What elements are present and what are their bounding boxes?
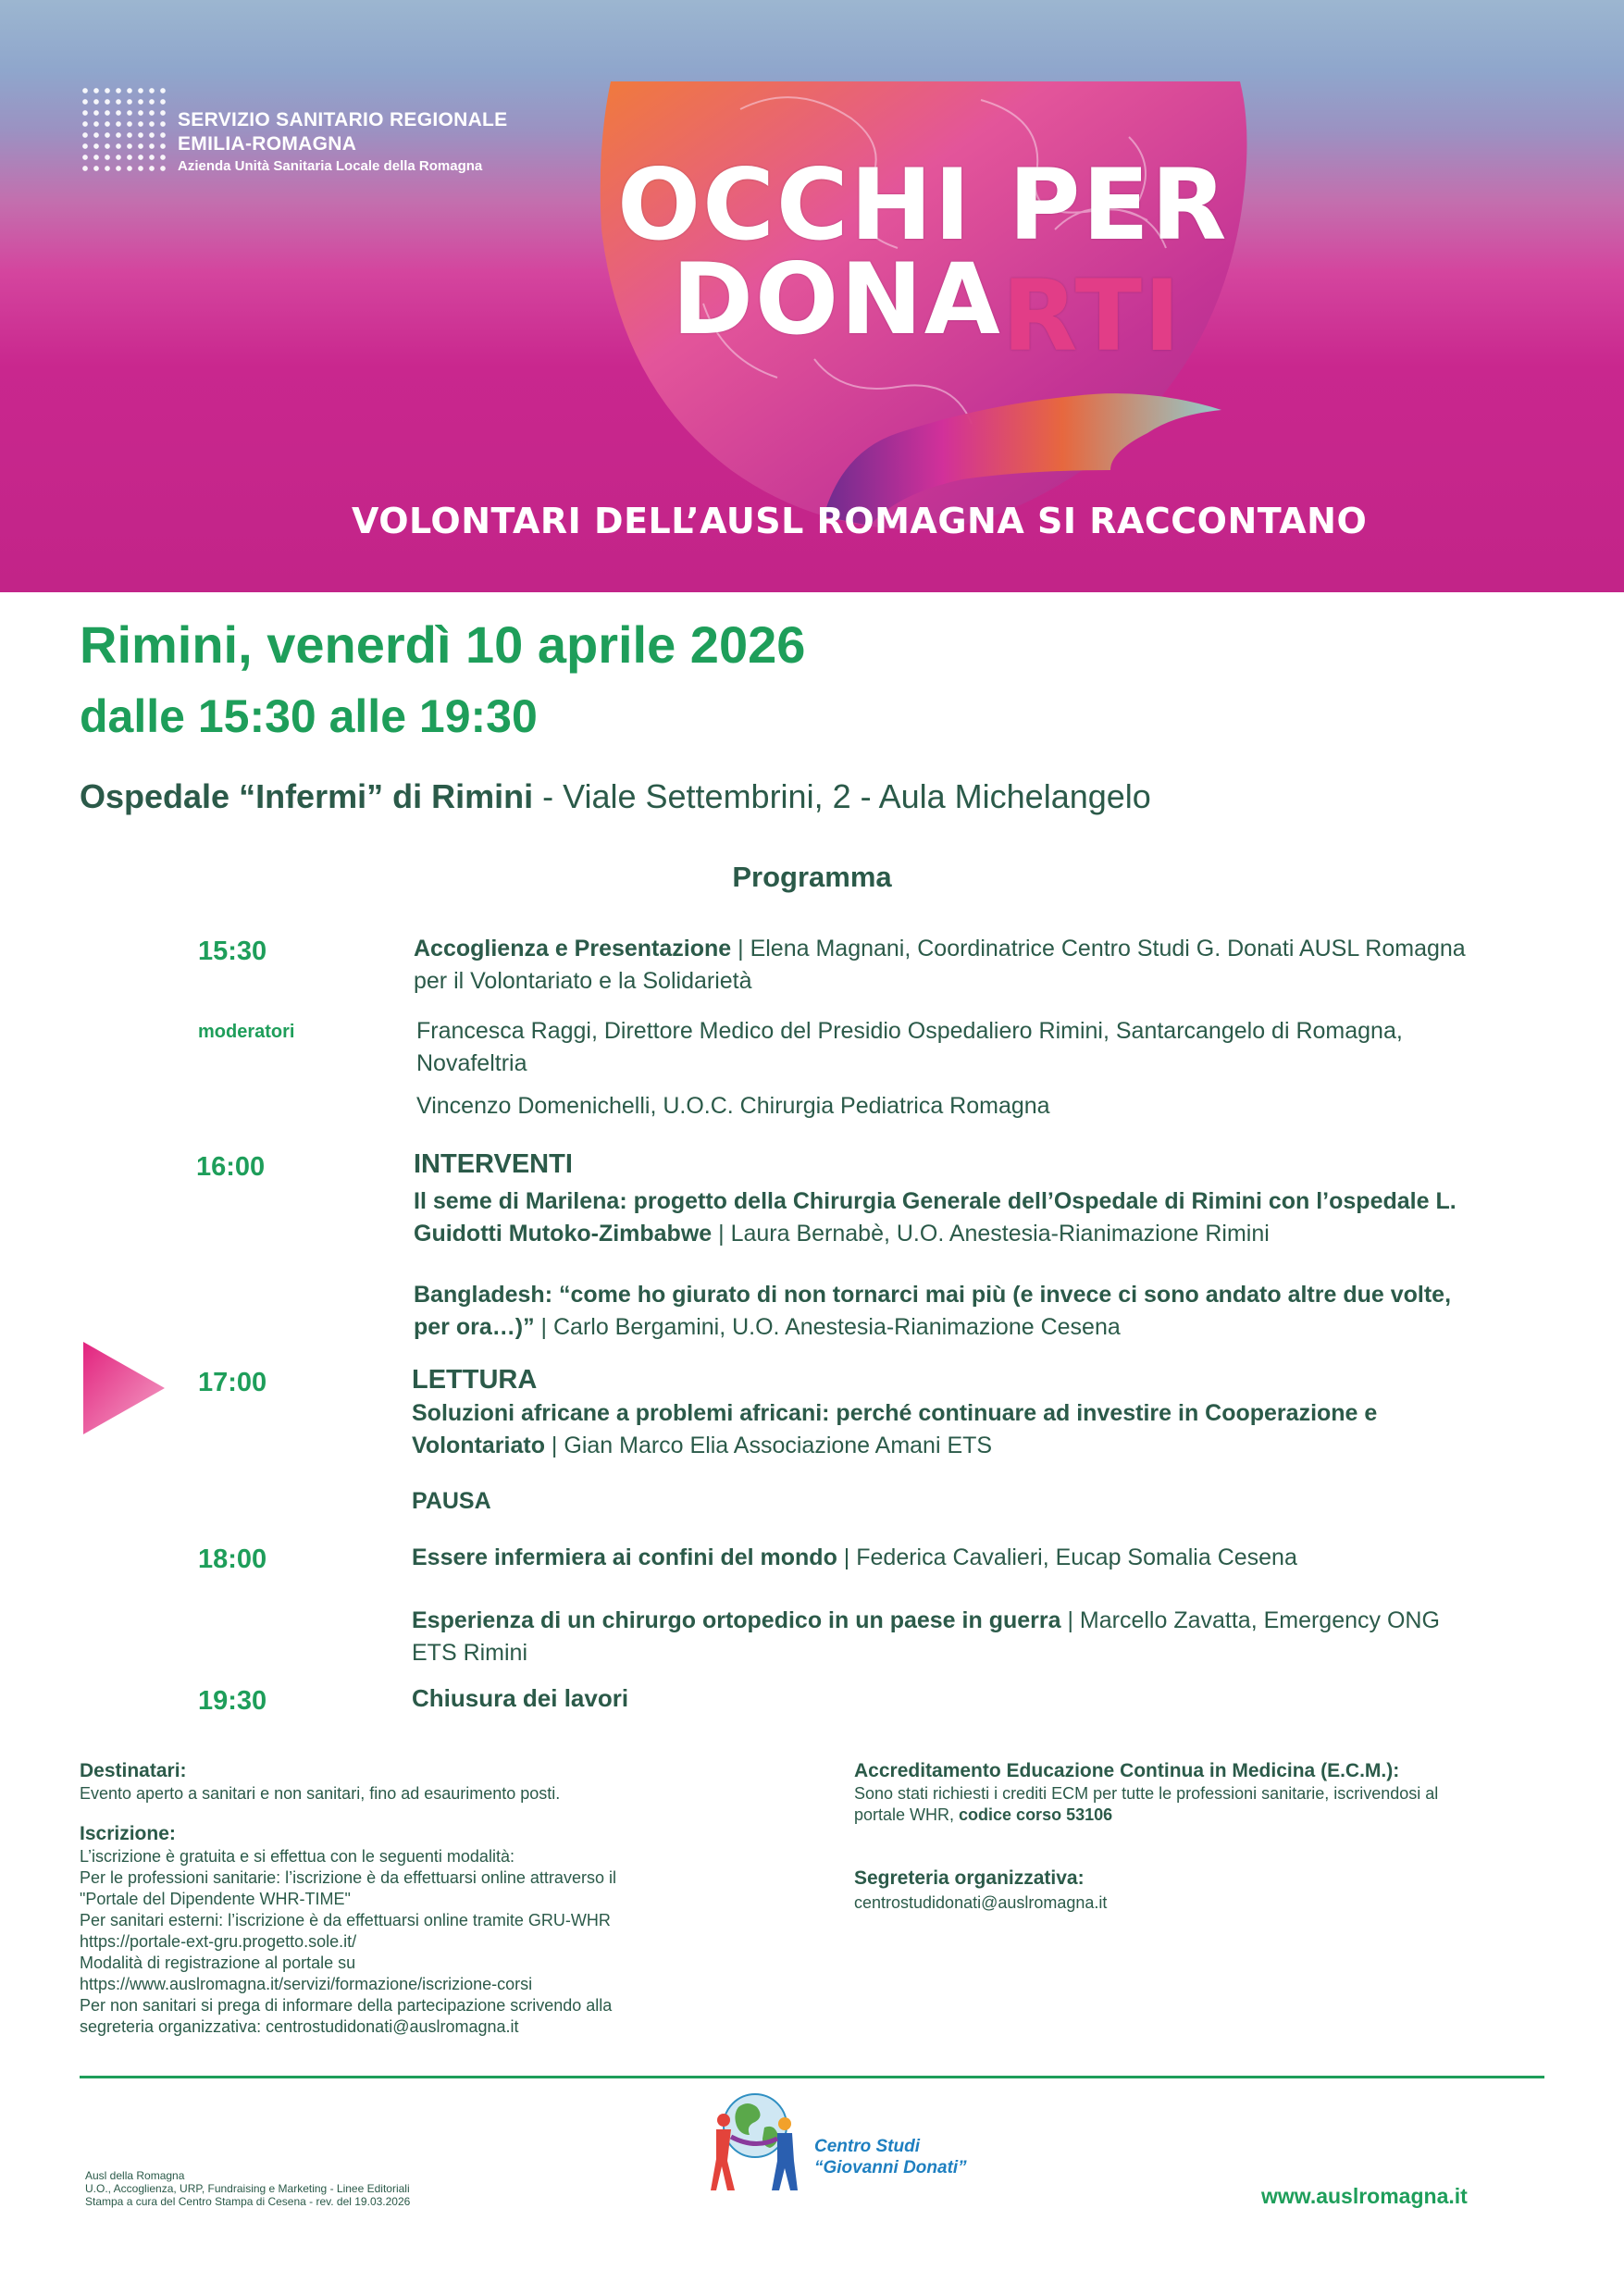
moderator-1: Francesca Raggi, Direttore Medico del Presidio Ospedaliero Rimini, Santarcangelo di Romagna, Novafeltria: [416, 1018, 1403, 1076]
footer-divider: [80, 2076, 1544, 2078]
print-credits: [85, 2169, 410, 2208]
subtitle: VOLONTARI DELL’AUSL ROMAGNA SI RACCONTANO: [352, 501, 1368, 541]
event-date: Rimini, venerdì 10 aprile 2026: [80, 615, 806, 674]
event-venue: [80, 777, 1151, 816]
credits-line: Stampa a cura del Centro Stampa di Cesena - rev. del 19.03.2026: [85, 2195, 411, 2208]
iscrizione-line: L’iscrizione è gratuita e si effettua con le seguenti modalità:: [80, 1847, 514, 1866]
iscrizione-line: "Portale del Dipendente WHR-TIME": [80, 1890, 351, 1908]
iscrizione-text: [80, 1846, 727, 2038]
moderator-2: Vincenzo Domenichelli, U.O.C. Chirurgia Pediatrica Romagna: [416, 1093, 1050, 1119]
website-link[interactable]: www.auslromagna.it: [1261, 2184, 1468, 2208]
play-triangle-icon: [83, 1342, 167, 1434]
time-1530: 15:30: [198, 937, 267, 966]
item-marilena-title: Il seme di Marilena: progetto della Chirurgia Generale dell’Ospedale di Rimini con l’ospedale L. Guidotti Mutoko-Zimbabwe: [414, 1188, 1457, 1247]
program-heading: Programma: [732, 861, 892, 893]
item-marilena-speaker: | Laura Bernabè, U.O. Anestesia-Rianimazione Rimini: [712, 1221, 1270, 1247]
title-dona: DONA: [672, 242, 1002, 356]
item-bangladesh-speaker: | Carlo Bergamini, U.O. Anestesia-Rianimazione Cesena: [534, 1314, 1121, 1340]
item-chirurgo-title: Esperienza di un chirurgo ortopedico in un paese in guerra: [412, 1607, 1061, 1633]
title-line1: OCCHI PER: [617, 148, 1229, 262]
destinatari-text: Evento aperto a sanitari e non sanitari, fino ad esaurimento posti.: [80, 1784, 561, 1803]
item-accoglienza-speaker: | Elena Magnani, Coordinatrice Centro Studi G. Donati AUSL Romagna per il Volontariato e la Solidarietà: [414, 936, 1466, 994]
rer-logo-icon: [80, 85, 168, 174]
org-line2: EMILIA-ROMAGNA: [178, 133, 357, 155]
iscrizione-line: Modalità di registrazione al portale su: [80, 1954, 356, 1972]
iscrizione-link-gru[interactable]: https://portale-ext-gru.progetto.sole.it/: [80, 1932, 357, 1951]
closing-label: Chiusura dei lavori: [412, 1684, 629, 1712]
time-1700: 17:00: [198, 1368, 267, 1397]
ecm-line: portale WHR, codice corso 53106: [854, 1805, 1113, 1824]
item-bangladesh-title: Bangladesh: “come ho giurato di non tornarci mai più (e invece ci sono andato altre due volte, per ora…)”: [414, 1282, 1452, 1340]
iscrizione-line: Per sanitari esterni: l’iscrizione è da effettuarsi online tramite GRU-WHR: [80, 1911, 611, 1929]
lettura-heading: LETTURA: [412, 1365, 538, 1395]
interventi-heading: INTERVENTI: [414, 1149, 573, 1179]
iscrizione-line: Per le professioni sanitarie: l’iscrizione è da effettuarsi online attraverso il: [80, 1868, 616, 1887]
item-infermiera: [412, 1542, 1476, 1574]
time-1930: 19:30: [198, 1686, 267, 1716]
item-infermiera-title: Essere infermiera ai confini del mondo: [412, 1544, 837, 1570]
ecm-line: Sono stati richiesti i crediti ECM per tutte le professioni sanitarie, iscrivendosi al: [854, 1784, 1439, 1803]
iscrizione-heading: Iscrizione:: [80, 1823, 176, 1844]
org-line3: Azienda Unità Sanitaria Locale della Romagna: [178, 158, 483, 174]
centro-studi-logo-icon: [707, 2087, 800, 2198]
venue-hospital: Ospedale “Infermi” di Rimini: [80, 777, 534, 815]
credits-line: Ausl della Romagna: [85, 2169, 185, 2182]
centro-line2: “Giovanni Donati”: [814, 2158, 967, 2177]
iscrizione-line: segreteria organizzativa: centrostudidonati@auslromagna.it: [80, 2017, 519, 2036]
item-soluzioni: [412, 1397, 1467, 1462]
title-rti: RTI: [1001, 259, 1183, 373]
credits-line: U.O., Accoglienza, URP, Fundraising e Marketing - Linee Editoriali: [85, 2182, 410, 2195]
item-accoglienza: [414, 933, 1469, 998]
iscrizione-line: Per non sanitari si prega di informare della partecipazione scrivendo alla: [80, 1996, 613, 2015]
header-banner: [0, 0, 1624, 592]
org-line1: SERVIZIO SANITARIO REGIONALE: [178, 109, 508, 130]
iscrizione-link-portale[interactable]: https://www.auslromagna.it/servizi/formazione/iscrizione-corsi: [80, 1975, 533, 1993]
centro-studi-name: [814, 2136, 967, 2178]
item-chirurgo-speaker: | Marcello Zavatta, Emergency ONG ETS Rimini: [412, 1607, 1440, 1666]
item-marilena: [414, 1185, 1496, 1250]
ecm-heading: Accreditamento Educazione Continua in Medicina (E.C.M.):: [854, 1760, 1400, 1781]
item-soluzioni-speaker: | Gian Marco Elia Associazione Amani ETS: [544, 1433, 993, 1458]
item-bangladesh: [414, 1279, 1478, 1344]
item-accoglienza-title: Accoglienza e Presentazione: [414, 936, 732, 961]
item-soluzioni-title: Soluzioni africane a problemi africani: perché continuare ad investire in Cooperazione e Volontariato: [412, 1400, 1378, 1458]
segreteria-email[interactable]: centrostudidonati@auslromagna.it: [854, 1893, 1108, 1912]
moderators-label: moderatori: [198, 1022, 295, 1042]
pausa-label: PAUSA: [412, 1488, 491, 1514]
time-1800: 18:00: [198, 1544, 267, 1574]
item-chirurgo: [412, 1605, 1467, 1669]
centro-line1: Centro Studi: [814, 2137, 920, 2156]
title-line2: [672, 242, 1183, 373]
event-time: dalle 15:30 alle 19:30: [80, 690, 538, 742]
venue-address: - Viale Settembrini, 2 - Aula Michelangelo: [533, 777, 1151, 815]
ecm-course-code: codice corso 53106: [959, 1805, 1113, 1824]
segreteria-heading: Segreteria organizzativa:: [854, 1867, 1085, 1889]
destinatari-heading: Destinatari:: [80, 1760, 187, 1781]
item-infermiera-speaker: | Federica Cavalieri, Eucap Somalia Cesena: [837, 1544, 1297, 1570]
time-1600: 16:00: [196, 1152, 266, 1182]
ecm-text: [854, 1783, 1557, 1826]
